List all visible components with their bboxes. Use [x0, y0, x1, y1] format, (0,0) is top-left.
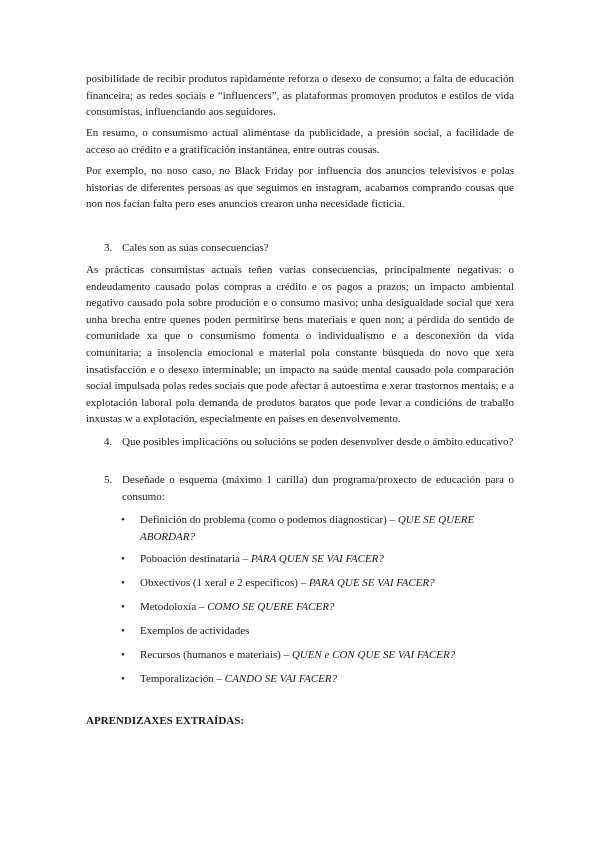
bullet-item-problem	[140, 512, 516, 545]
bullet-question: COMO SE QUERE FACER?	[207, 601, 335, 613]
bullet-item-methodology	[140, 599, 514, 616]
bullet-question: PARA QUEN SE VAI FACER?	[250, 553, 384, 565]
bullet-item-activities	[140, 623, 514, 640]
bullet-icon: •	[121, 601, 125, 613]
bullet-item-objectives	[140, 575, 514, 592]
bullet-label: Definición do problema (como o podemos diagnosticar) –	[140, 514, 398, 526]
bullet-label: Recursos (humanos e materiais) –	[140, 649, 292, 661]
bullet-question: CANDO SE VAI FACER?	[224, 673, 338, 685]
bullet-question: QUE SE QUERE ABORDAR?	[140, 514, 475, 543]
bullet-label: Poboación destinataria –	[140, 553, 251, 565]
question-number-4: 4.	[104, 436, 113, 448]
bullet-item-resources	[140, 647, 514, 664]
bullet-label: Temporalización –	[140, 673, 225, 685]
bullet-icon: •	[121, 625, 125, 637]
bullet-item-timing	[140, 671, 514, 688]
section-heading: APRENDIZAXES EXTRAÍDAS:	[86, 715, 244, 727]
question-3: Cales son as súas consecuencias?	[122, 242, 269, 254]
bullet-icon: •	[121, 649, 125, 661]
question-number-3: 3.	[104, 242, 113, 254]
bullet-question: PARA QUE SE VAI FACER?	[308, 577, 435, 589]
paragraph-summary: En resumo, o consumismo actual aliméntase da publicidade, a presión social, a facilidade de acceso ao crédito e a gratificación instantánea, entre outras cousas.	[86, 127, 514, 156]
paragraph-example: Por exemplo, no noso caso, no Black Friday por influencia dos anuncios televisivos e polas historias de diferentes persoas as que seguimos en instagram, acabamos comprando cousas que non nos facían falta pero eses anuncios crearon unha necesidade ficticia.	[86, 165, 514, 211]
bullet-label: Obxectivos (1 xeral e 2 específicos) –	[140, 577, 309, 589]
bullet-label: Exemplos de actividades	[140, 625, 250, 637]
paragraph-causes-end: posibilidade de recibir produtos rapidamente reforza o desexo de consumo; a falta de educación financeira; as redes sociais e “influencers”, as plataformas promoven produtos e estilos de vida consumistas, influenciando aos seguidores.	[86, 73, 514, 119]
bullet-label: Metodoloxía –	[140, 601, 208, 613]
paragraph-consequences: As prácticas consumistas actuais teñen varias consecuencias, principalmente negativas: o endeudamento causado polas compras a crédito e os pagos a prazos; un impacto ambiental negativo causado pola sobre produción e o consumo masivo; unha desigualdade social que xera unha brecha entre quenes poden permitirse bens materiais e quen non; a pérdida do sentido de comunidade xa que o consumismo fomenta o individualismo e a desconexión da vida comunitaria; a insolencia emocional e material pola constante búsqueda do novo que xera insatisfacción e o desexo interminable; un impacto na saúde mental causado pola comparación social impulsada polas redes sociais que pode afectar á autoestima e xerar trastornos mentais; e a explotación laboral pola demanda de produtos baratos que pode levar a condicións de traballo inxustas w a explotación, especialmente en países en desenvolvemento.	[86, 264, 514, 426]
bullet-icon: •	[121, 577, 125, 589]
bullet-icon: •	[121, 553, 125, 565]
bullet-icon: •	[121, 514, 125, 526]
bullet-item-population	[140, 551, 514, 568]
question-4: Que posibles implicacións ou solucións se poden desenvolver desde o ámbito educativo?	[122, 436, 514, 448]
bullet-question: QUEN e CON QUE SE VAI FACER?	[291, 649, 456, 661]
bullet-icon: •	[121, 673, 125, 685]
question-5: Deseñade o esquema (máximo 1 carilla) dun programa/proxecto de educación para o consumo:	[122, 474, 514, 503]
question-number-5: 5.	[104, 474, 113, 486]
